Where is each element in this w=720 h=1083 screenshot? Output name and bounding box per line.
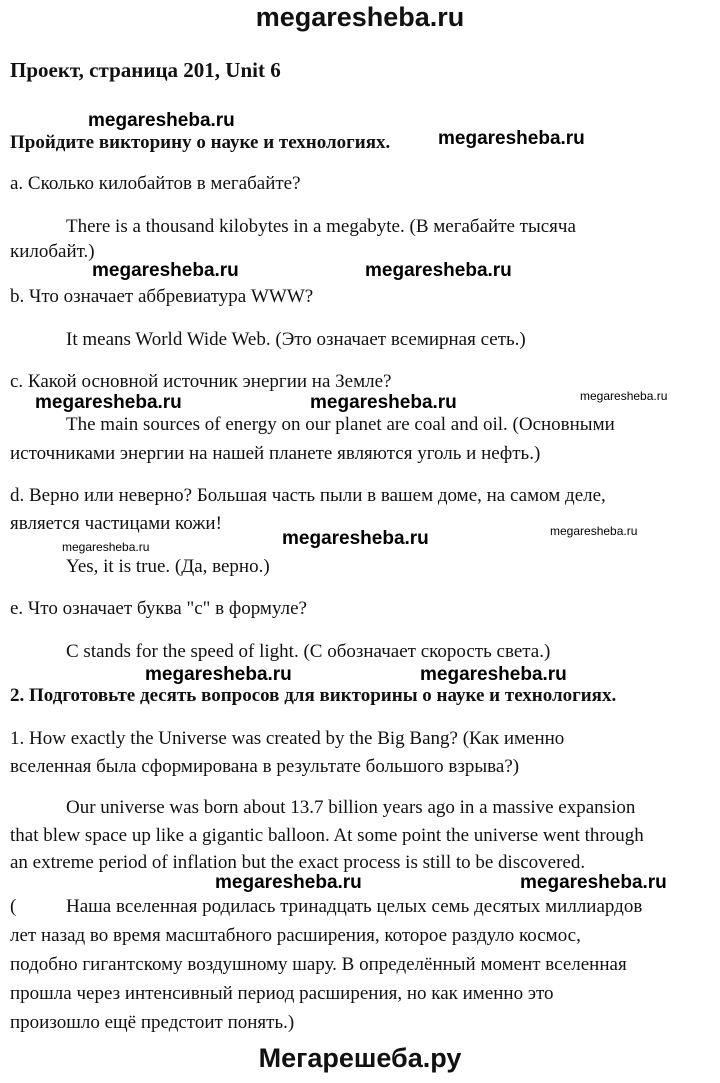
answer-d: Yes, it is true. (Да, верно.) <box>66 556 270 577</box>
watermark: megaresheba.ru <box>92 260 239 281</box>
answer-c-line1: The main sources of energy on our planet are coal and oil. (Основными <box>66 414 615 435</box>
question-e: e. Что означает буква "с" в формуле? <box>10 598 307 619</box>
watermark: megaresheba.ru <box>420 664 567 685</box>
watermark: megaresheba.ru <box>145 664 292 685</box>
question-c: c. Какой основной источник энергии на Земле? <box>10 371 392 392</box>
english-answer-line2: that blew space up like a gigantic balloon. At some point the universe went through <box>10 825 644 846</box>
watermark: megaresheba.ru <box>520 872 667 893</box>
question-d-line2: является частицами кожи! <box>10 513 222 534</box>
watermark: megaresheba.ru <box>282 528 429 549</box>
watermark: megaresheba.ru <box>88 110 235 131</box>
watermark: megaresheba.ru <box>365 260 512 281</box>
watermark: megaresheba.ru <box>310 392 457 413</box>
watermark: megaresheba.ru <box>35 392 182 413</box>
task1-heading: Пройдите викторину о науке и технологиях. <box>10 132 391 153</box>
answer-b: It means World Wide Web. (Это означает всемирная сеть.) <box>66 329 526 350</box>
watermark: megaresheba.ru <box>438 128 585 149</box>
russian-answer-line1: Наша вселенная родилась тринадцать целых семь десятых миллиардов <box>66 896 643 917</box>
question-d-line1: d. Верно или неверно? Большая часть пыли в вашем доме, на самом деле, <box>10 485 606 506</box>
watermark-small: megaresheba.ru <box>550 524 638 538</box>
watermark: megaresheba.ru <box>215 872 362 893</box>
russian-answer-open-paren: ( <box>10 896 17 917</box>
english-answer-line3: an extreme period of inflation but the exact process is still to be discovered. <box>10 852 586 873</box>
english-answer-line1: Our universe was born about 13.7 billion years ago in a massive expansion <box>66 797 636 818</box>
answer-c-line2: источниками энергии на нашей планете являются уголь и нефть.) <box>10 443 541 464</box>
answer-e: C stands for the speed of light. (С обозначает скорость света.) <box>66 641 551 662</box>
question-a: a. Сколько килобайтов в мегабайте? <box>10 173 301 194</box>
task2-question1-line1: 1. How exactly the Universe was created by the Big Bang? (Как именно <box>10 728 565 749</box>
russian-answer-line2: лет назад во время масштабного расширения, которое раздуло космос, <box>10 925 581 946</box>
site-title[interactable]: megaresheba.ru <box>255 2 465 32</box>
watermark-small: megaresheba.ru <box>580 389 668 403</box>
russian-answer-line5: произошло ещё предстоит понять.) <box>10 1012 295 1033</box>
task2-heading: 2. Подготовьте десять вопросов для викторины о науке и технологиях. <box>10 685 617 706</box>
russian-answer-line3: подобно гигантскому воздушному шару. В определённый момент вселенная <box>10 954 627 975</box>
answer-a-line2: килобайт.) <box>10 241 95 262</box>
answer-a-line1: There is a thousand kilobytes in a megabyte. (В мегабайте тысяча <box>66 216 576 237</box>
question-b: b. Что означает аббревиатура WWW? <box>10 286 314 307</box>
task2-question1-line2: вселенная была сформирована в результате большого взрыва?) <box>10 756 520 777</box>
footer-site-title[interactable]: Мегарешеба.ру <box>258 1043 462 1073</box>
project-heading: Проект, страница 201, Unit 6 <box>10 58 281 82</box>
watermark-small: megaresheba.ru <box>62 540 150 554</box>
russian-answer-line4: прошла через интенсивный период расширения, но как именно это <box>10 983 554 1004</box>
